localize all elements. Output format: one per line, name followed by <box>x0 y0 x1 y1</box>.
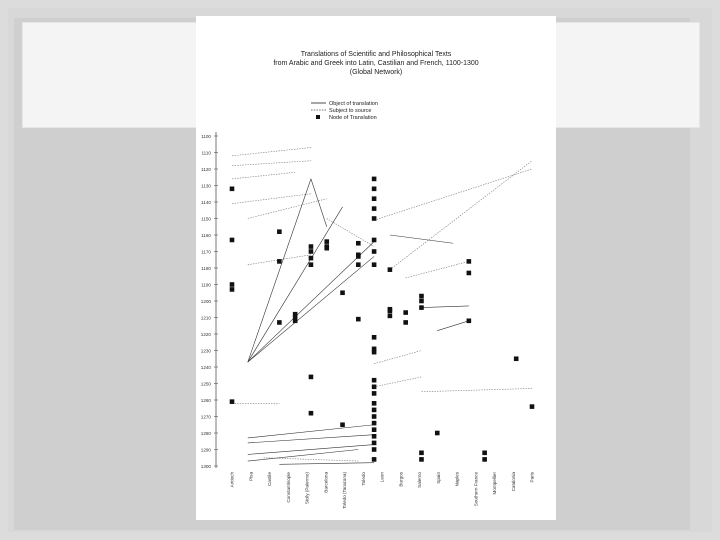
object-line <box>421 306 468 308</box>
data-point <box>372 378 377 383</box>
data-point <box>277 320 282 325</box>
data-point <box>309 375 314 380</box>
legend-label-source: Subject to source <box>329 108 372 114</box>
x-tick-label: Spain <box>435 472 441 484</box>
object-line <box>248 445 374 455</box>
x-tick-label: Paris <box>529 472 535 483</box>
source-line <box>232 172 295 179</box>
data-point <box>309 262 314 267</box>
data-point <box>372 441 377 446</box>
source-line <box>390 161 532 270</box>
data-point <box>388 267 393 272</box>
data-point <box>419 294 424 299</box>
data-point <box>482 457 487 462</box>
data-point <box>435 431 440 436</box>
data-point <box>277 229 282 234</box>
y-tick-label: 1220 <box>200 331 211 337</box>
x-tick-label: Montpellier <box>492 472 497 495</box>
data-point <box>356 254 361 259</box>
y-tick-label: 1120 <box>201 166 211 172</box>
data-point <box>372 408 377 413</box>
data-point <box>372 457 377 462</box>
data-point <box>372 177 377 182</box>
data-point <box>372 391 377 396</box>
object-line <box>248 179 311 362</box>
source-line <box>406 261 469 278</box>
x-tick-label: Toledo (Tarazona) <box>342 472 347 509</box>
x-tick-label: Castile <box>267 472 272 487</box>
object-line <box>311 179 327 227</box>
data-point <box>356 317 361 322</box>
y-tick-label: 1180 <box>201 265 211 271</box>
data-point <box>403 310 408 315</box>
y-tick-label: 1300 <box>200 463 211 469</box>
x-tick-label: Antioch <box>229 472 235 488</box>
data-point <box>372 427 377 432</box>
chart-page <box>196 16 556 520</box>
data-point <box>340 422 345 427</box>
data-point <box>277 259 282 264</box>
data-point <box>324 246 329 251</box>
data-point <box>372 187 377 192</box>
data-point <box>340 290 345 295</box>
data-point <box>309 249 314 254</box>
y-axis-ticks <box>201 134 218 469</box>
chart-title-line-2: from Arabic and Greek into Latin, Castilian and French, 1100-1300 <box>273 60 479 67</box>
object-line <box>437 321 469 331</box>
data-point <box>372 447 377 452</box>
data-point <box>372 385 377 390</box>
data-point <box>467 319 472 324</box>
data-point <box>372 434 377 439</box>
y-tick-label: 1270 <box>200 414 211 420</box>
object-line <box>248 256 374 362</box>
y-tick-label: 1250 <box>200 381 211 387</box>
data-point <box>356 262 361 267</box>
y-tick-label: 1110 <box>201 150 211 156</box>
legend-swatch-node <box>316 115 320 119</box>
chart-title-line-3: (Global Network) <box>349 69 403 76</box>
y-tick-label: 1150 <box>201 216 211 222</box>
legend-label-object: Object of translation <box>329 101 378 107</box>
y-tick-label: 1190 <box>201 282 211 288</box>
y-tick-label: 1280 <box>200 430 211 436</box>
y-tick-label: 1290 <box>200 447 211 453</box>
legend <box>311 101 378 121</box>
data-point <box>530 404 535 409</box>
data-point <box>372 206 377 211</box>
source-lines <box>232 148 532 462</box>
data-point <box>230 399 235 404</box>
data-point <box>324 239 329 244</box>
data-point <box>372 335 377 340</box>
data-point <box>309 411 314 416</box>
x-tick-label: Southern France <box>473 472 479 507</box>
source-line <box>374 169 532 220</box>
data-point <box>372 414 377 419</box>
source-line <box>374 377 421 387</box>
chart-plot <box>196 16 556 520</box>
data-point <box>419 305 424 310</box>
data-point <box>467 271 472 276</box>
source-line <box>264 458 359 461</box>
y-tick-label: 1130 <box>201 183 211 189</box>
x-tick-label: Leon <box>379 472 385 483</box>
data-point <box>514 356 519 361</box>
y-tick-label: 1100 <box>201 133 211 139</box>
data-point <box>467 259 472 264</box>
data-point <box>356 241 361 246</box>
x-tick-label: Toledo <box>360 472 366 486</box>
data-point <box>309 256 314 261</box>
source-line <box>232 161 311 166</box>
source-line <box>232 194 311 204</box>
data-point <box>482 451 487 456</box>
y-tick-label: 1230 <box>200 348 211 354</box>
y-tick-label: 1200 <box>200 298 211 304</box>
data-point <box>372 262 377 267</box>
object-line <box>390 235 453 243</box>
data-point <box>419 451 424 456</box>
x-tick-label: Salerno <box>417 472 422 488</box>
data-point <box>230 187 235 192</box>
y-tick-label: 1210 <box>200 315 211 321</box>
y-tick-label: 1170 <box>201 249 211 255</box>
x-tick-label: Naples <box>454 472 460 487</box>
data-point <box>309 244 314 249</box>
source-line <box>374 351 421 364</box>
data-point <box>372 401 377 406</box>
chart-title-line-1: Translations of Scientific and Philosophical Texts <box>300 51 452 58</box>
data-point <box>293 312 298 317</box>
source-line <box>248 199 327 219</box>
object-line <box>279 463 374 465</box>
data-point <box>403 320 408 325</box>
data-point <box>372 249 377 254</box>
data-point <box>419 457 424 462</box>
object-line <box>248 207 343 362</box>
data-point <box>372 238 377 243</box>
data-point <box>419 299 424 304</box>
data-point <box>230 282 235 287</box>
data-points <box>230 177 535 462</box>
x-tick-label: Barcelona <box>323 472 329 493</box>
y-tick-label: 1140 <box>201 199 211 205</box>
data-point <box>230 287 235 292</box>
y-tick-label: 1240 <box>200 364 211 370</box>
data-point <box>372 216 377 221</box>
y-tick-label: 1160 <box>201 232 211 238</box>
data-point <box>230 238 235 243</box>
source-line <box>327 219 374 247</box>
data-point <box>388 314 393 319</box>
legend-label-node: Node of Translation <box>329 115 377 121</box>
source-line <box>232 148 311 156</box>
x-tick-label: Catalonia <box>510 472 516 492</box>
data-point <box>372 350 377 355</box>
x-axis-ticks <box>230 471 535 508</box>
data-point <box>372 196 377 201</box>
x-tick-label: Constantinople <box>285 472 291 503</box>
source-line <box>421 388 532 391</box>
x-tick-label: Pisa <box>248 472 254 481</box>
data-point <box>388 307 393 312</box>
x-tick-label: Sicily (Palermo) <box>304 472 310 505</box>
data-point <box>372 421 377 426</box>
x-tick-label: Burgos <box>398 472 404 487</box>
y-tick-label: 1260 <box>200 397 211 403</box>
